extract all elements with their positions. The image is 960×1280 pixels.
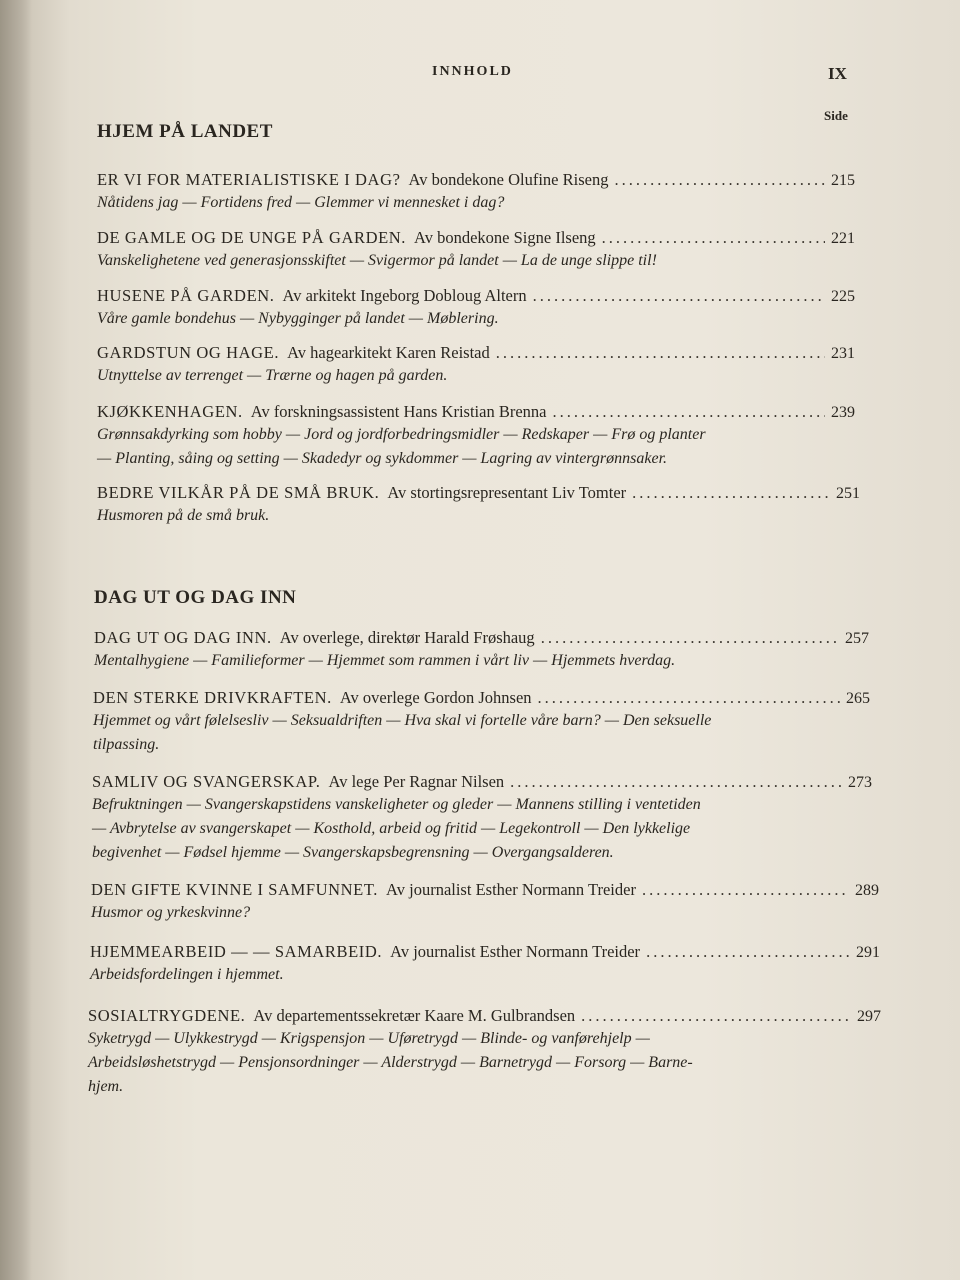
entry-subtitle-continued: — Planting, såing og setting — Skadedyr og sykdommer — Lagring av vintergrønnsaker. bbox=[97, 450, 668, 467]
toc-entry bbox=[97, 228, 855, 272]
entry-title: DAG UT OG DAG INN. bbox=[94, 628, 272, 647]
entry-page-number: 215 bbox=[831, 172, 855, 189]
dot-leader bbox=[581, 1006, 851, 1026]
entry-title: SAMLIV OG SVANGERSKAP. bbox=[92, 772, 321, 791]
entry-author: Av overlege, direktør Harald Frøshaug bbox=[279, 628, 535, 647]
entry-page-number: 297 bbox=[857, 1008, 881, 1025]
page-gutter-shadow bbox=[0, 0, 32, 1280]
entry-title: DE GAMLE OG DE UNGE PÅ GARDEN. bbox=[97, 228, 407, 247]
entry-subtitle: Utnyttelse av terrenget — Trærne og hagen på garden. bbox=[97, 367, 448, 384]
page-column-label: Side bbox=[824, 108, 848, 123]
toc-entry bbox=[88, 1006, 881, 1098]
dot-leader bbox=[510, 772, 842, 792]
entry-title: KJØKKENHAGEN. bbox=[97, 402, 243, 421]
entry-title: DEN STERKE DRIVKRAFTEN. bbox=[93, 688, 332, 707]
running-head: INNHOLD bbox=[432, 64, 513, 79]
toc-entry bbox=[97, 286, 855, 330]
entry-author: Av overlege Gordon Johnsen bbox=[339, 688, 532, 707]
entry-subtitle: Husmor og yrkeskvinne? bbox=[91, 904, 251, 921]
entry-page-number: 251 bbox=[836, 485, 860, 502]
entry-author: Av lege Per Ragnar Nilsen bbox=[328, 772, 505, 791]
entry-author: Av forskningsassistent Hans Kristian Brenna bbox=[250, 402, 547, 421]
dot-leader bbox=[632, 483, 830, 503]
entry-subtitle-continued: hjem. bbox=[88, 1078, 124, 1095]
entry-subtitle-continued: begivenhet — Fødsel hjemme — Svangerskapsbegrensning — Overgangsalderen. bbox=[92, 844, 614, 861]
entry-subtitle: Vanskelighetene ved generasjonsskiftet — Svigermor på landet — La de unge slippe til! bbox=[97, 252, 657, 269]
entry-page-number: 239 bbox=[831, 404, 855, 421]
entry-author: Av stortingsrepresentant Liv Tomter bbox=[387, 483, 627, 502]
entry-title: DEN GIFTE KVINNE I SAMFUNNET. bbox=[91, 880, 379, 899]
entry-subtitle: Mentalhygiene — Familieformer — Hjemmet som rammen i vårt liv — Hjemmets hverdag. bbox=[94, 652, 676, 669]
toc-entry bbox=[91, 880, 879, 924]
dot-leader bbox=[496, 343, 825, 363]
dot-leader bbox=[553, 402, 826, 422]
entry-title: HUSENE PÅ GARDEN. bbox=[97, 286, 275, 305]
dot-leader bbox=[533, 286, 825, 306]
entry-title: BEDRE VILKÅR PÅ DE SMÅ BRUK. bbox=[97, 483, 380, 502]
entry-page-number: 273 bbox=[848, 774, 872, 791]
section-title: DAG UT OG DAG INN bbox=[94, 587, 297, 608]
entry-page-number: 265 bbox=[846, 690, 870, 707]
entry-subtitle: Syketrygd — Ulykkestrygd — Krigspensjon — Uføretrygd — Blinde- og vanførehjelp — bbox=[88, 1030, 650, 1047]
toc-entry bbox=[97, 402, 855, 470]
entry-page-number: 257 bbox=[845, 630, 869, 647]
toc-entry bbox=[97, 343, 855, 387]
entry-title: HJEMMEARBEID — — SAMARBEID. bbox=[90, 942, 383, 961]
entry-subtitle: Husmoren på de små bruk. bbox=[97, 507, 270, 524]
entry-author: Av departementssekretær Kaare M. Gulbrandsen bbox=[253, 1006, 576, 1025]
dot-leader bbox=[642, 880, 849, 900]
entry-subtitle-continued: tilpassing. bbox=[93, 736, 160, 753]
dot-leader bbox=[646, 942, 850, 962]
dot-leader bbox=[614, 170, 825, 190]
dot-leader bbox=[538, 688, 840, 708]
toc-entry bbox=[90, 942, 880, 986]
entry-subtitle: Nåtidens jag — Fortidens fred — Glemmer vi mennesket i dag? bbox=[97, 194, 505, 211]
entry-subtitle: Arbeidsfordelingen i hjemmet. bbox=[90, 966, 284, 983]
entry-page-number: 289 bbox=[855, 882, 879, 899]
entry-page-number: 231 bbox=[831, 345, 855, 362]
entry-author: Av hagearkitekt Karen Reistad bbox=[287, 343, 490, 362]
dot-leader bbox=[602, 228, 825, 248]
entry-subtitle-continued: Arbeidsløshetstrygd — Pensjonsordninger — Alderstrygd — Barnetrygd — Forsorg — Barne- bbox=[88, 1054, 693, 1071]
entry-subtitle-continued: — Avbrytelse av svangerskapet — Kosthold, arbeid og fritid — Legekontroll — Den lykkelige bbox=[92, 820, 691, 837]
entry-page-number: 291 bbox=[856, 944, 880, 961]
entry-page-number: 221 bbox=[831, 230, 855, 247]
entry-page-number: 225 bbox=[831, 288, 855, 305]
toc-entry bbox=[97, 170, 855, 214]
page-folio: IX bbox=[828, 64, 847, 83]
toc-entry bbox=[97, 483, 860, 527]
toc-entry bbox=[94, 628, 869, 672]
entry-author: Av journalist Esther Normann Treider bbox=[386, 880, 636, 899]
entry-title: ER VI FOR MATERIALISTISKE I DAG? bbox=[97, 170, 401, 189]
entry-subtitle: Våre gamle bondehus — Nybygginger på landet — Møblering. bbox=[97, 310, 499, 327]
entry-author: Av bondekone Olufine Riseng bbox=[408, 170, 609, 189]
entry-title: GARDSTUN OG HAGE. bbox=[97, 343, 280, 362]
entry-subtitle: Befruktningen — Svangerskapstidens vanskeligheter og gleder — Mannens stilling i ventetiden bbox=[92, 796, 701, 813]
entry-author: Av bondekone Signe Ilseng bbox=[414, 228, 596, 247]
entry-subtitle: Grønnsakdyrking som hobby — Jord og jordforbedringsmidler — Redskaper — Frø og planter bbox=[97, 426, 706, 443]
toc-entry bbox=[92, 772, 872, 864]
entry-author: Av journalist Esther Normann Treider bbox=[390, 942, 641, 961]
entry-author: Av arkitekt Ingeborg Dobloug Altern bbox=[282, 286, 527, 305]
dot-leader bbox=[541, 628, 839, 648]
entry-title: SOSIALTRYGDENE. bbox=[88, 1006, 246, 1025]
toc-entry bbox=[93, 688, 870, 756]
section-title: HJEM PÅ LANDET bbox=[97, 121, 273, 142]
entry-subtitle: Hjemmet og vårt følelsesliv — Seksualdriften — Hva skal vi fortelle våre barn? — Den seksuelle bbox=[93, 712, 712, 729]
